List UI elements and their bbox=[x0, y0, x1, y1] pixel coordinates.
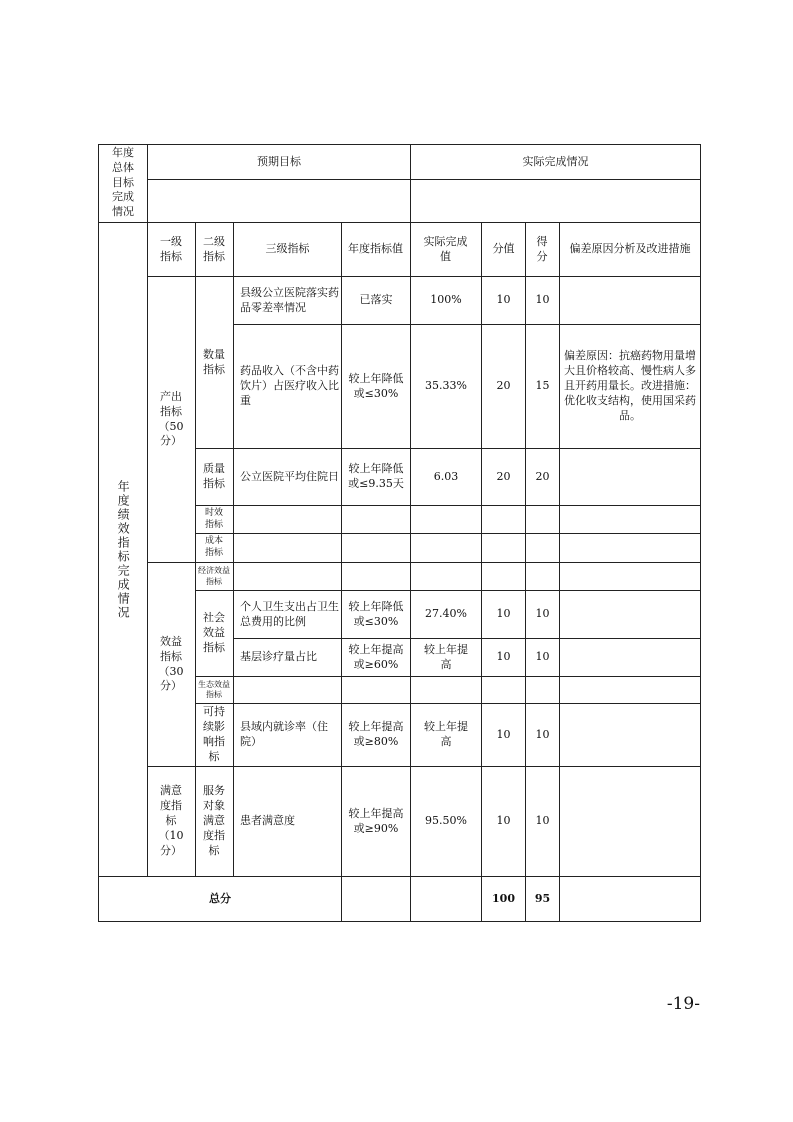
subgroup-service: 服务对象满意度指标 bbox=[203, 784, 225, 857]
row-target: 较上年降低或≤30% bbox=[348, 599, 404, 628]
row-weight: 10 bbox=[496, 650, 511, 664]
row-weight: 20 bbox=[496, 379, 511, 393]
row-note bbox=[560, 449, 700, 505]
row-note: 偏差原因：抗癌药物用量增大且价格较高、慢性病人多且开药用量长。改进措施：优化收支结构，使用国采药品。 bbox=[564, 349, 696, 422]
header-deviation: 偏差原因分析及改进措施 bbox=[569, 242, 691, 256]
row-name: 公立医院平均住院日 bbox=[240, 469, 339, 483]
row-score: 10 bbox=[535, 293, 550, 307]
subgroup-sustainable: 可持续影响指标 bbox=[203, 705, 225, 763]
header-level2: 二级指标 bbox=[203, 234, 225, 263]
actual-completion-value bbox=[411, 180, 700, 222]
overall-goal-label: 年度总体目标完成情况 bbox=[112, 145, 134, 219]
row-actual: 35.33% bbox=[425, 379, 467, 393]
row-target: 较上年降低或≤9.35天 bbox=[348, 462, 404, 490]
subgroup-quantity: 数量指标 bbox=[203, 347, 225, 376]
row-actual: 27.40% bbox=[425, 607, 467, 621]
subgroup-cost: 成本指标 bbox=[204, 536, 223, 558]
row-actual: 100% bbox=[430, 293, 462, 307]
row-score: 10 bbox=[535, 650, 550, 664]
subgroup-quality: 质量指标 bbox=[203, 462, 225, 490]
total-label: 总分 bbox=[209, 891, 231, 905]
group-satisfaction: 满意度指标（10分） bbox=[158, 784, 184, 857]
page-number: -19- bbox=[666, 994, 700, 1014]
row-target: 较上年降低或≤30% bbox=[348, 371, 404, 400]
expected-goal-value bbox=[148, 180, 410, 222]
row-note bbox=[560, 767, 700, 876]
header-score-weight: 分值 bbox=[492, 242, 515, 256]
subgroup-timeliness: 时效指标 bbox=[204, 507, 223, 530]
row-weight: 10 bbox=[496, 293, 511, 307]
row-name: 药品收入（不含中药饮片）占医疗收入比重 bbox=[240, 364, 339, 407]
header-level1: 一级指标 bbox=[160, 234, 182, 263]
row-name: 患者满意度 bbox=[240, 814, 295, 828]
perf-section-label: 年度绩效指标完成情况 bbox=[116, 479, 131, 620]
row-score: 20 bbox=[535, 469, 550, 483]
header-level3: 三级指标 bbox=[265, 242, 310, 256]
header-actual-value: 实际完成值 bbox=[423, 234, 468, 263]
row-score: 10 bbox=[535, 727, 550, 741]
row-note bbox=[560, 277, 700, 324]
subgroup-ecological: 生态效益指标 bbox=[198, 679, 230, 699]
row-actual: 较上年提高 bbox=[424, 720, 468, 748]
row-name: 个人卫生支出占卫生总费用的比例 bbox=[240, 599, 339, 628]
row-name: 县域内就诊率（住院） bbox=[240, 720, 328, 748]
row-weight: 10 bbox=[496, 607, 511, 621]
row-target: 已落实 bbox=[359, 293, 393, 307]
row-note bbox=[560, 591, 700, 638]
row-name: 基层诊疗量占比 bbox=[240, 650, 317, 664]
group-output: 产出指标（50分） bbox=[158, 389, 184, 448]
row-target: 较上年提高或≥60% bbox=[348, 642, 404, 671]
row-score: 10 bbox=[535, 607, 550, 621]
row-target: 较上年提高或≥90% bbox=[348, 806, 404, 835]
row-weight: 20 bbox=[496, 469, 511, 483]
group-benefit: 效益指标（30分） bbox=[158, 634, 184, 693]
row-target: 较上年提高或≥80% bbox=[348, 720, 404, 748]
row-weight: 10 bbox=[496, 727, 511, 741]
row-note bbox=[560, 639, 700, 676]
subgroup-social: 社会效益指标 bbox=[203, 611, 225, 654]
row-name: 县级公立医院落实药品零差率情况 bbox=[240, 285, 339, 314]
expected-goal-header: 预期目标 bbox=[257, 154, 301, 168]
total-score: 95 bbox=[534, 891, 551, 905]
subgroup-economic: 经济效益指标 bbox=[198, 566, 230, 586]
row-weight: 10 bbox=[496, 814, 511, 828]
row-score: 15 bbox=[535, 379, 550, 393]
row-actual: 6.03 bbox=[433, 469, 459, 483]
row-actual: 95.50% bbox=[425, 814, 467, 828]
header-score: 得分 bbox=[536, 234, 548, 263]
row-note bbox=[560, 704, 700, 766]
total-weight: 100 bbox=[492, 891, 515, 905]
row-score: 10 bbox=[535, 814, 550, 828]
header-annual-target: 年度指标值 bbox=[348, 242, 403, 256]
actual-completion-header: 实际完成情况 bbox=[522, 154, 589, 168]
row-actual: 较上年提高 bbox=[424, 642, 468, 671]
